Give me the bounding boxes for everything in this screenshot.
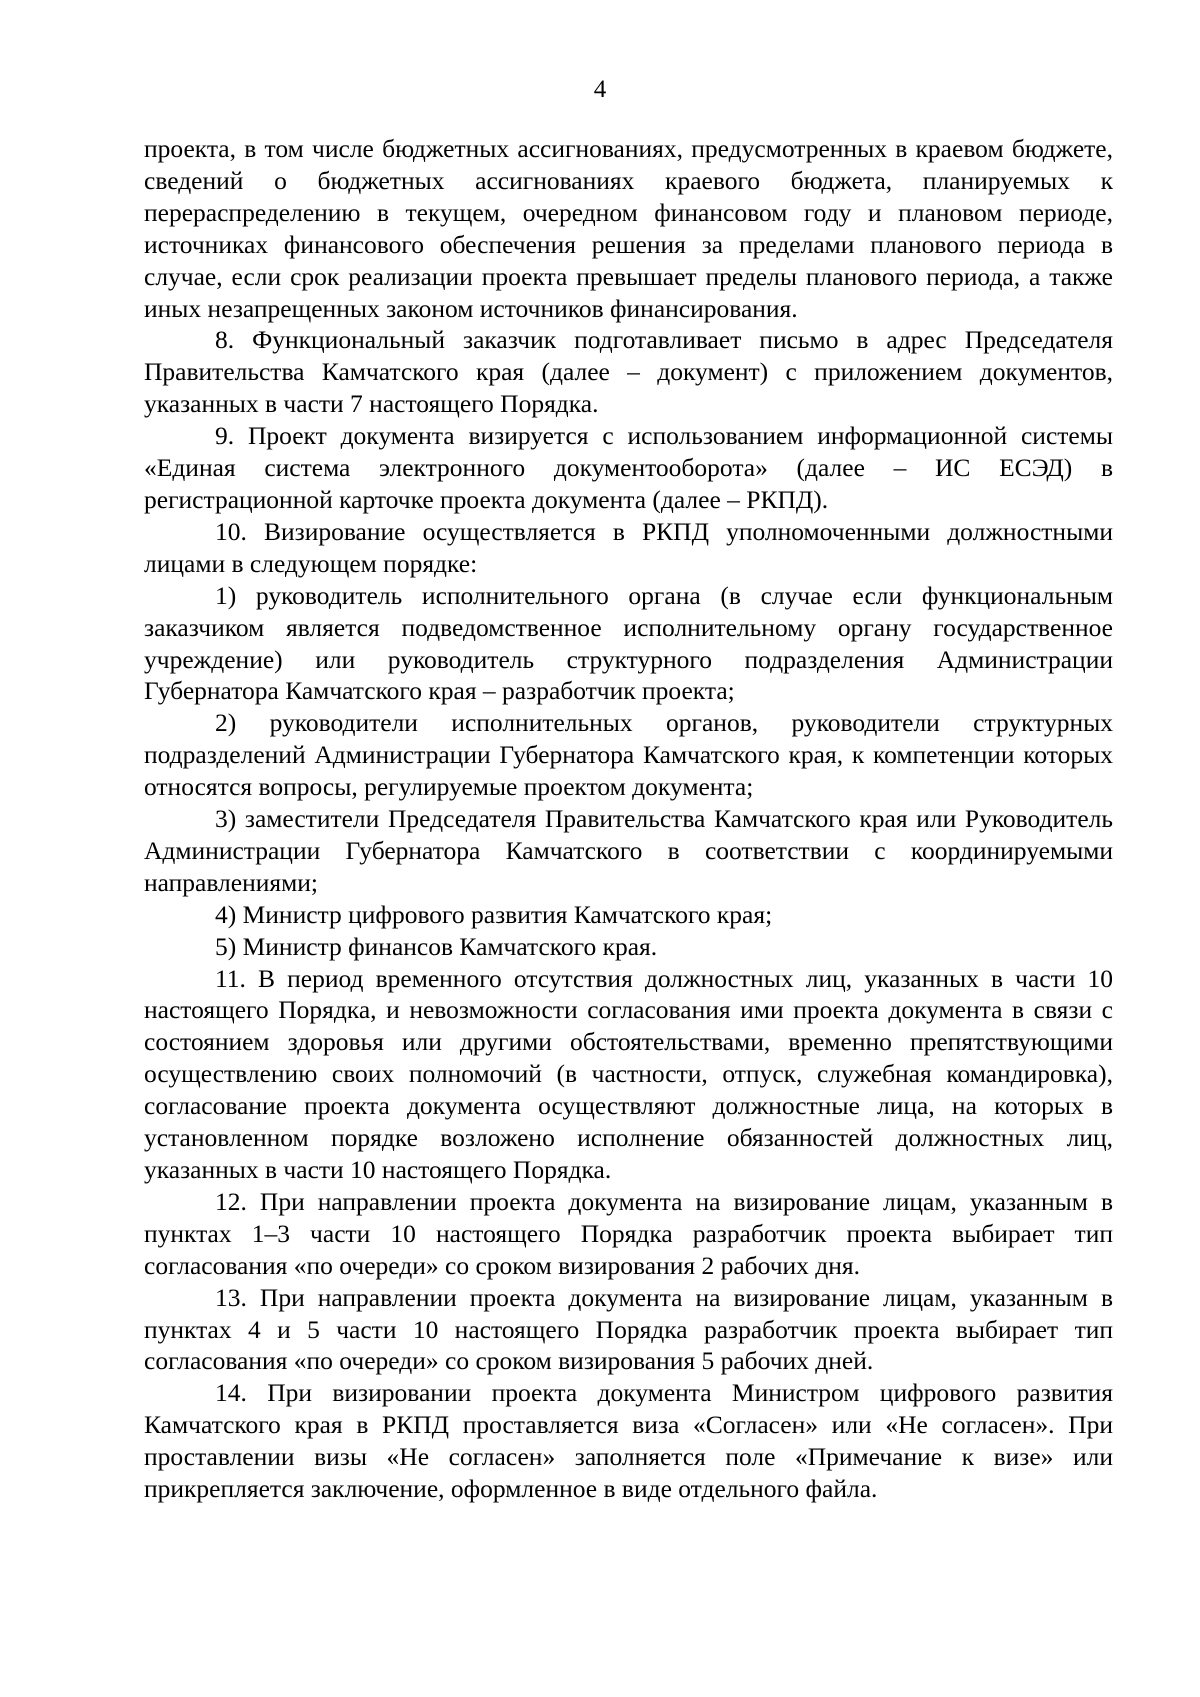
paragraph-10-item-2: 2) руководители исполнительных органов, руководители структурных подразделений Администрации Губернатора Камчатского края, к компетенции которых относятся вопросы, регулируемые проектом документа; bbox=[144, 708, 1113, 802]
paragraph-8: 8. Функциональный заказчик подготавливает письмо в адрес Председателя Правительства Камчатского края (далее – документ) с приложением документов, указанных в части 7 настоящего Порядка. bbox=[144, 325, 1113, 419]
paragraph-10-item-1: 1) руководитель исполнительного органа (в случае если функциональным заказчиком является подведомственное исполнительному органу государственное учреждение) или руководитель структурного подразделения Администрации Губернатора Камчатского края – разработчик проекта; bbox=[144, 580, 1113, 706]
paragraph-10-item-5: 5) Министр финансов Камчатского края. bbox=[215, 931, 658, 961]
paragraph-13: 13. При направлении проекта документа на визирование лицам, указанным в пунктах 4 и 5 части 10 настоящего Порядка разработчик проекта выбирает тип согласования «по очереди» со сроком визирования 5 рабочих дней. bbox=[144, 1282, 1113, 1376]
paragraph-10-item-3: 3) заместители Председателя Правительства Камчатского края или Руководитель Администрации Губернатора Камчатского в соответствии с координируемыми направлениями; bbox=[144, 804, 1113, 897]
paragraph-10: 10. Визирование осуществляется в РКПД уполномоченными должностными лицами в следующем порядке: bbox=[144, 516, 1113, 578]
paragraph-12: 12. При направлении проекта документа на визирование лицам, указанным в пунктах 1–3 части 10 настоящего Порядка разработчик проекта выбирает тип согласования «по очереди» со сроком визирования 2 рабочих дня. bbox=[144, 1186, 1113, 1280]
paragraph-11: 11. В период временного отсутствия должностных лиц, указанных в части 10 настоящего Порядка, и невозможности согласования ими проекта документа в связи с состоянием здоровья или другими обстоятельствами, временно препятствующими осуществлению своих полномочий (в частности, отпуск, служебная командировка), согласование проекта документа осуществляют должностные лица, на которых в установленном порядке возложено исполнение обязанностей должностных лиц, указанных в части 10 настоящего Порядка. bbox=[144, 963, 1113, 1184]
paragraph-14: 14. При визировании проекта документа Министром цифрового развития Камчатского края в РКПД проставляется виза «Согласен» или «Не согласен». При проставлении визы «Не согласен» заполняется поле «Примечание к визе» или прикрепляется заключение, оформленное в виде отдельного файла. bbox=[144, 1378, 1113, 1504]
document-body bbox=[144, 133, 1113, 1505]
paragraph-9: 9. Проект документа визируется с использованием информационной системы «Единая система электронного документооборота» (далее – ИС ЕСЭД) в регистрационной карточке проекта документа (далее – РКПД). bbox=[144, 421, 1113, 514]
paragraph-continuation: проекта, в том числе бюджетных ассигнованиях, предусмотренных в краевом бюджете, сведений о бюджетных ассигнованиях краевого бюджета, планируемых к перераспределению в текущем, очередном финансовом году и плановом периоде, источниках финансового обеспечения решения за пределами планового периода в случае, если срок реализации проекта превышает пределы планового периода, а также иных незапрещенных законом источников финансирования. bbox=[144, 134, 1113, 323]
page-number: 4 bbox=[593, 76, 607, 103]
paragraph-10-item-4: 4) Министр цифрового развития Камчатского края; bbox=[215, 899, 773, 929]
